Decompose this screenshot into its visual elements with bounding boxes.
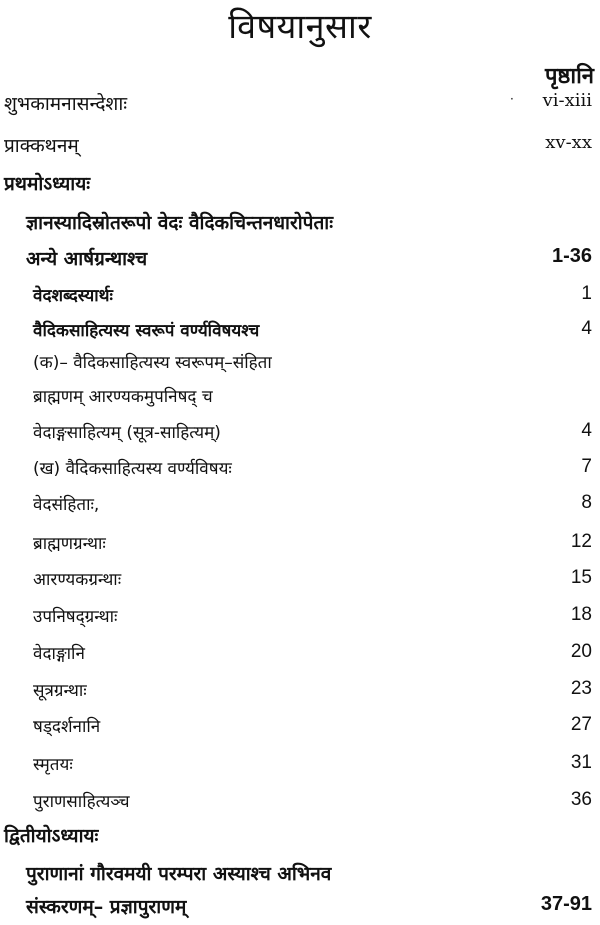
toc-entry — [0, 567, 600, 597]
toc-entry-label: उपनिषद्ग्रन्थाः — [33, 607, 118, 627]
toc-entry-page: 31 — [570, 752, 592, 773]
toc-entry-chapter1-title-line1 — [0, 209, 600, 239]
toc-entry-label: प्रथमोऽध्यायः — [4, 173, 91, 195]
toc-entry — [0, 789, 600, 819]
toc-entry-label: सूत्रग्रन्थाः — [33, 681, 87, 701]
toc-entry-label: स्मृतयः — [33, 755, 73, 775]
toc-entry-messages — [0, 90, 600, 120]
toc-entry-label: (ख) वैदिकसाहित्यस्य वर्ण्यविषयः — [33, 459, 232, 479]
toc-entry-label: द्वितीयोऽध्यायः — [4, 825, 99, 847]
pages-column-heading: पृष्ठानि — [544, 64, 594, 89]
toc-entry-page: 27 — [570, 714, 592, 735]
toc-entry — [0, 350, 600, 380]
toc-chapter-1 — [0, 170, 600, 200]
toc-entry-page: vi-xiii — [542, 90, 592, 111]
toc-entry-label: ज्ञानस्यादिस्रोतरूपो वेदः वैदिकचिन्तनधारोपेताः — [26, 212, 334, 234]
toc-entry-page: 20 — [570, 641, 592, 662]
toc-entry-page: 1 — [581, 283, 592, 304]
toc-entry — [0, 714, 600, 744]
toc-entry-page: 18 — [570, 604, 592, 625]
toc-entry — [0, 384, 600, 414]
toc-entry — [0, 531, 600, 561]
toc-entry-label: संस्करणम्– प्रज्ञापुराणम् — [26, 896, 187, 918]
toc-entry — [0, 604, 600, 634]
toc-entry-page: 1-36 — [551, 245, 592, 267]
toc-entry-page: 15 — [570, 567, 592, 588]
toc-entry-page: 37-91 — [540, 893, 592, 915]
toc-entry-label: वेदाङ्गानि — [33, 644, 85, 664]
stray-mark: · — [510, 92, 514, 106]
toc-entry-label: ब्राह्मणम् आरण्यकमुपनिषद् च — [33, 387, 213, 407]
toc-entry-chapter1-title-line2 — [0, 245, 600, 275]
toc-entry — [0, 318, 600, 348]
toc-entry-preface — [0, 132, 600, 162]
toc-entry-label: पुराणानां गौरवमयी परम्परा अस्याश्च अभिनव — [26, 863, 332, 885]
toc-entry-page: 12 — [570, 531, 592, 552]
toc-entry-page: xv-xx — [545, 132, 592, 153]
toc-entry-page: 7 — [581, 456, 592, 477]
toc-entry-chapter2-title-line1 — [0, 860, 600, 890]
toc-entry-label: अन्ये आर्षग्रन्थाश्च — [26, 248, 148, 270]
toc-entry-label: ब्राह्मणग्रन्थाः — [33, 534, 106, 554]
toc-entry-label: प्राक्कथनम् — [4, 135, 79, 157]
toc-entry — [0, 283, 600, 313]
toc-entry-page: 36 — [570, 789, 592, 810]
toc-entry-label: वेदसंहिताः, — [33, 495, 100, 515]
toc-entry-label: वैदिकसाहित्यस्य स्वरूपं वर्ण्यविषयश्च — [33, 321, 260, 341]
toc-entry-label: (क)– वैदिकसाहित्यस्य स्वरूपम्–संहिता — [33, 353, 272, 373]
toc-entry — [0, 641, 600, 671]
toc-entry-chapter2-title-line2 — [0, 893, 600, 923]
page-title: विषयानुसार — [228, 7, 372, 47]
toc-entry — [0, 456, 600, 486]
toc-entry-page: 4 — [581, 318, 592, 339]
toc-entry-label: वेदाङ्गसाहित्यम् (सूत्र-साहित्यम्) — [33, 423, 221, 443]
toc-entry — [0, 420, 600, 450]
toc-entry — [0, 492, 600, 522]
toc-entry-label: पुराणसाहित्यञ्च — [33, 792, 130, 812]
toc-entry-page: 8 — [581, 492, 592, 513]
toc-chapter-2 — [0, 822, 600, 852]
toc-entry-label: आरण्यकग्रन्थाः — [33, 570, 122, 590]
toc-entry-label: शुभकामनासन्देशाः — [4, 93, 128, 115]
toc-entry-label: षड्दर्शनानि — [33, 717, 101, 737]
toc-entry — [0, 678, 600, 708]
toc-entry-label: वेदशब्दस्यार्थः — [33, 286, 113, 306]
toc-entry-page: 23 — [570, 678, 592, 699]
toc-entry-page: 4 — [581, 420, 592, 441]
toc-entry — [0, 752, 600, 782]
